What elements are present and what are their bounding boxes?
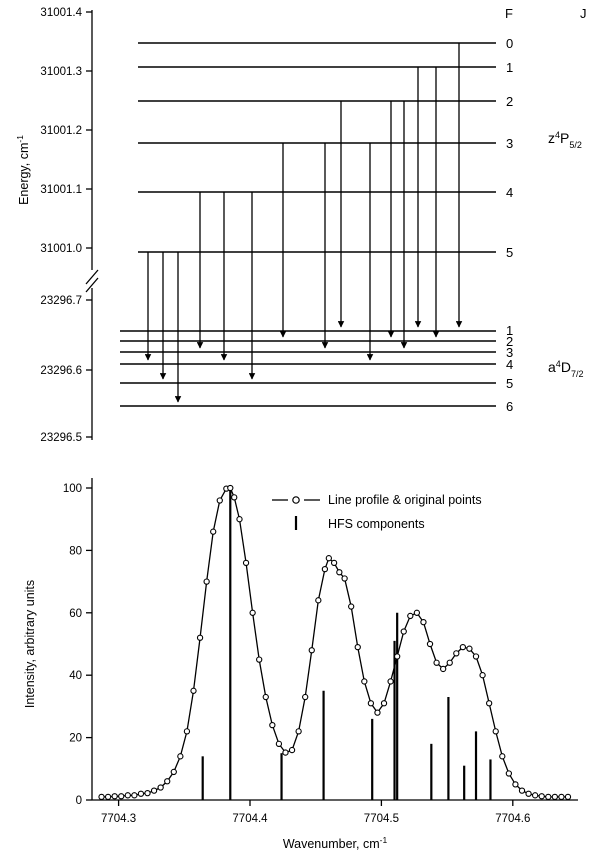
y-tick-label: 100 <box>62 483 82 495</box>
data-point <box>165 779 170 784</box>
data-point <box>184 729 189 734</box>
data-point <box>500 754 505 759</box>
data-point <box>460 645 465 650</box>
data-point <box>533 793 538 798</box>
data-point <box>119 794 124 799</box>
data-point <box>539 794 544 799</box>
data-point <box>138 791 143 796</box>
svg-text:Intensity, arbitrary units: Intensity, arbitrary units <box>23 579 37 709</box>
data-point <box>257 657 262 662</box>
data-point <box>263 694 268 699</box>
data-point <box>332 560 337 565</box>
data-point <box>506 771 511 776</box>
data-point <box>316 598 321 603</box>
data-point <box>211 529 216 534</box>
x-axis-title: Wavenumber, $cm^{-1}$ <box>282 835 388 851</box>
data-point <box>178 754 183 759</box>
data-point <box>401 629 406 634</box>
y-tick-label: 31001.4 <box>40 7 82 19</box>
y-tick-label: 31001.1 <box>40 184 82 196</box>
level-label-lower: 4 <box>506 357 514 372</box>
data-point <box>250 610 255 615</box>
term-symbol-upper: $z^4P_{5/2}$ <box>548 130 582 150</box>
data-point <box>375 710 380 715</box>
data-point <box>441 666 446 671</box>
upper-levels <box>138 43 496 252</box>
data-point <box>546 794 551 799</box>
y-tick-label: 80 <box>69 545 82 558</box>
data-point <box>526 791 531 796</box>
data-point <box>326 556 331 561</box>
level-label-lower: 5 <box>506 376 514 391</box>
data-point <box>171 769 176 774</box>
data-point <box>151 788 156 793</box>
legend-label-hfs: HFS components <box>328 517 425 531</box>
data-point <box>276 741 281 746</box>
y-tick-label: 31001.0 <box>40 243 82 255</box>
data-point <box>228 485 233 490</box>
data-point <box>355 645 360 650</box>
data-point <box>480 673 485 678</box>
data-point <box>395 654 400 659</box>
y-ticks-lower <box>40 295 92 444</box>
x-tick-label: 7704.3 <box>101 813 137 825</box>
level-label-upper: 3 <box>506 136 514 151</box>
data-point <box>565 794 570 799</box>
level-label-upper: 2 <box>506 94 514 109</box>
level-label-upper: 1 <box>506 60 514 75</box>
data-point <box>434 660 439 665</box>
data-point <box>303 694 308 699</box>
x-ticks <box>101 800 530 825</box>
y-tick-label: 23296.6 <box>40 365 82 377</box>
data-point <box>421 620 426 625</box>
y-tick-label: 60 <box>69 607 82 620</box>
data-point <box>204 579 209 584</box>
y-ticks <box>63 483 92 807</box>
svg-text:Energy, cm-1: Energy, $cm^{-1}$ <box>15 135 31 205</box>
hfs-components <box>203 488 491 800</box>
data-point <box>559 794 564 799</box>
data-point <box>243 560 248 565</box>
line-profile <box>102 488 568 797</box>
data-point <box>447 660 452 665</box>
lower-levels <box>120 331 496 406</box>
data-point <box>493 729 498 734</box>
data-point <box>487 701 492 706</box>
x-tick-label: 7704.6 <box>495 813 531 825</box>
term-symbol-lower: $a^4D_{7/2}$ <box>548 359 584 379</box>
data-point <box>132 793 137 798</box>
data-point <box>337 570 342 575</box>
x-tick-label: 7704.5 <box>363 813 399 825</box>
data-point <box>99 794 104 799</box>
data-point <box>519 788 524 793</box>
data-point <box>105 794 110 799</box>
level-label-upper: 0 <box>506 36 514 51</box>
data-point <box>289 747 294 752</box>
transition-arrows <box>148 43 459 402</box>
data-point <box>427 641 432 646</box>
data-point <box>467 646 472 651</box>
legend-marker-circle <box>293 497 299 503</box>
level-label-lower: 2 <box>506 334 514 349</box>
data-point <box>296 729 301 734</box>
data-point <box>270 723 275 728</box>
spectrum-plot-svg <box>0 460 600 859</box>
y-tick-label: 20 <box>69 732 82 745</box>
data-point <box>349 604 354 609</box>
level-label-lower: 1 <box>506 323 514 338</box>
y-tick-label: 23296.5 <box>40 432 82 444</box>
data-point <box>283 750 288 755</box>
data-point <box>408 613 413 618</box>
column-header-j: J <box>580 6 587 21</box>
data-point <box>454 651 459 656</box>
data-point <box>362 679 367 684</box>
x-tick-label: 7704.4 <box>232 813 268 825</box>
data-point <box>191 688 196 693</box>
y-tick-label: 40 <box>69 670 82 683</box>
data-point <box>342 576 347 581</box>
data-point <box>388 679 393 684</box>
data-point <box>309 648 314 653</box>
data-point <box>232 495 237 500</box>
data-point <box>381 701 386 706</box>
y-ticks-upper <box>40 7 92 255</box>
level-label-upper: 4 <box>506 185 514 200</box>
data-point <box>414 610 419 615</box>
data-point <box>322 567 327 572</box>
data-point <box>217 498 222 503</box>
y-tick-label: 31001.3 <box>40 66 82 78</box>
level-label-lower: 6 <box>506 399 514 414</box>
original-points <box>99 485 571 799</box>
y-tick-label: 0 <box>75 795 82 807</box>
data-point <box>112 794 117 799</box>
legend <box>272 493 482 531</box>
y-tick-label: 31001.2 <box>40 125 82 137</box>
data-point <box>473 654 478 659</box>
level-label-upper: 5 <box>506 245 514 260</box>
y-axis-title <box>23 580 37 708</box>
data-point <box>368 701 373 706</box>
data-point <box>513 782 518 787</box>
legend-label-profile: Line profile & original points <box>328 493 482 507</box>
y-tick-label: 23296.7 <box>40 295 82 307</box>
data-point <box>145 791 150 796</box>
data-point <box>552 794 557 799</box>
data-point <box>237 517 242 522</box>
data-point <box>197 635 202 640</box>
column-header-f: F <box>505 6 513 21</box>
upper-level-labels <box>506 36 513 260</box>
y-axis-title <box>15 135 31 205</box>
level-label-lower: 3 <box>506 345 514 360</box>
data-point <box>125 793 130 798</box>
spectrum-plot-panel <box>0 460 600 859</box>
data-point <box>158 785 163 790</box>
lower-level-labels <box>506 323 513 414</box>
